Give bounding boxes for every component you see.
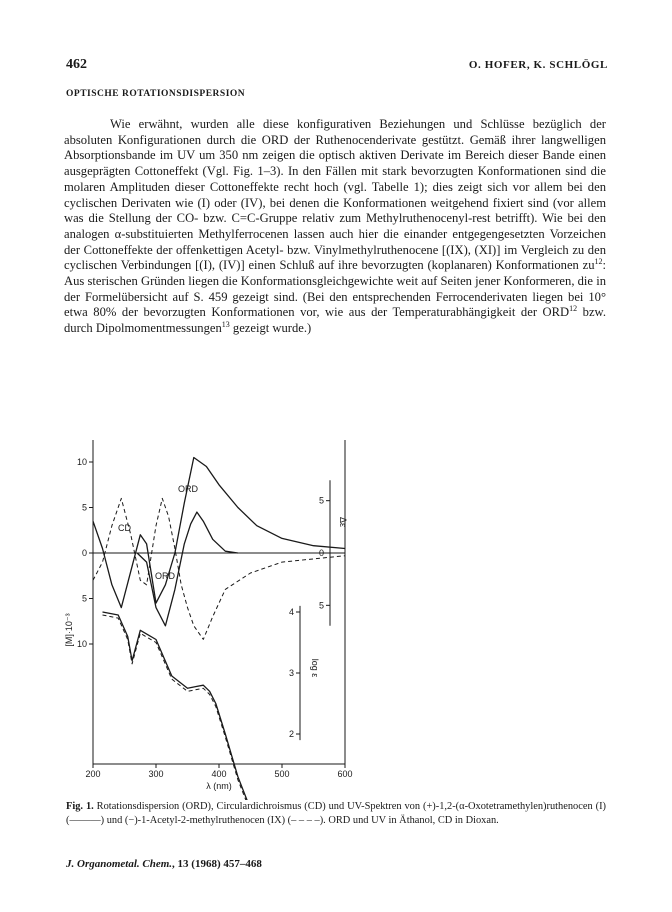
ref-12b: 12 bbox=[569, 304, 578, 314]
left-tick-label: 0 bbox=[81, 548, 87, 558]
log-eps-tick-label: 4 bbox=[288, 607, 294, 617]
log-eps-label: log ε bbox=[310, 658, 320, 678]
y-axis-label: [M]·10⁻³ bbox=[64, 613, 74, 647]
x-tick-label: 200 bbox=[85, 769, 101, 779]
x-tick-label: 600 bbox=[337, 769, 353, 779]
delta-eps-tick-label: 0 bbox=[318, 548, 324, 558]
page-number: 462 bbox=[66, 57, 87, 72]
ref-12a: 12 bbox=[594, 257, 603, 267]
log-eps-tick-label: 2 bbox=[288, 729, 294, 739]
figure-1-spectra bbox=[0, 430, 672, 800]
delta-eps-tick-label: 5 bbox=[318, 495, 324, 506]
journal-name: J. Organometal. Chem. bbox=[66, 858, 173, 870]
body-text-seg2: : Aus sterischen Gründen liegen die Konformationsgleichgewichte weit auf Seiten jener Konformeren, die in der Formelübersicht auf S. 459 gezeigt sind. (Bei den entsprechenden Ferrocenderivaten liegen bei 10° etwa 80% der bevorzugten Konformationen vor, wie aus der Temperaturabhängigkeit der ORD bbox=[64, 258, 606, 320]
curve-label: ORD bbox=[155, 571, 175, 581]
body-paragraph bbox=[64, 117, 606, 337]
ref-13: 13 bbox=[221, 319, 230, 329]
body-text-seg3: bzw. durch Dipolmomentmessungen bbox=[64, 305, 606, 336]
log-eps-tick-label: 3 bbox=[288, 668, 294, 678]
x-axis-label: λ (nm) bbox=[206, 781, 232, 791]
x-tick-label: 400 bbox=[211, 769, 227, 779]
left-tick-label: 10 bbox=[76, 639, 87, 649]
body-text-seg4: gezeigt wurde.) bbox=[229, 321, 312, 336]
delta-eps-tick-label: 5 bbox=[318, 600, 324, 611]
journal-citation: , 13 (1968) 457–468 bbox=[172, 858, 262, 870]
caption-text: Rotationsdispersion (ORD), Circulardichroismus (CD) und UV-Spektren von (+)-1,2-(α-Oxotetramethylen)ruthenocen (I) (———) und (−)-1-Acetyl-2-methylruthenocen (IX) (– – – –). ORD und UV in Äthanol, CD in Dioxan. bbox=[66, 801, 606, 826]
left-tick-label: 5 bbox=[81, 502, 87, 513]
delta-eps-label: Δε bbox=[338, 516, 348, 528]
left-tick-label: 10 bbox=[76, 457, 87, 467]
caption-lead: Fig. 1. bbox=[66, 801, 94, 812]
body-text-seg1: Wie erwähnt, wurden alle diese konfigurativen Beziehungen und Schlüsse bezüglich der absoluten Konfigurationen durch die ORD der Ruthenocenderivate gestützt. Gemäß ihrer langwelligen Absorptionsbande im UV um 350 nm zeigen die optisch aktiven Derivate im Bereich dieser Bande einen ausgeprägten Cottoneffekt (Vgl. Fig. 1–3). In den Fällen mit stark bevorzugten Konformationen sind die molaren Amplituden dieser Cottoneffekte recht hoch (vgl. Tabelle 1); dies zeigt sich vor allem bei den cyclischen Derivaten wie (I) oder (IV), bei denen die Konformationen weitgehend fixiert sind (vor allem was die Stellung der CO- bzw. C=C-Gruppe relativ zum Methylruthenocenyl-rest betrifft). Wie bei den analogen α-substituierten Methylferrocenen lassen auch hier die einander entgegengesetzten Vorzeichen der Cottoneffekte der offenkettigen Acetyl- bzw. Vinylmethylruthenocene [(IX), (XI)] im Vergleich zu den cyclischen Verbindungen [(I), (IV)] einen Schluß auf ihre bevorzugten (koplanaren) Konformationen zu bbox=[64, 117, 606, 273]
left-tick-label: 5 bbox=[81, 593, 87, 604]
curve-label: ORD bbox=[178, 484, 198, 494]
x-tick-label: 300 bbox=[148, 769, 164, 779]
running-head-authors: O. HOFER, K. SCHLÖGL bbox=[468, 59, 608, 71]
section-heading: OPTISCHE ROTATIONSDISPERSION bbox=[66, 89, 246, 99]
curve-label: CD bbox=[118, 523, 131, 533]
journal-footer bbox=[66, 858, 262, 870]
figure-caption bbox=[66, 800, 606, 827]
x-tick-label: 500 bbox=[274, 769, 290, 779]
